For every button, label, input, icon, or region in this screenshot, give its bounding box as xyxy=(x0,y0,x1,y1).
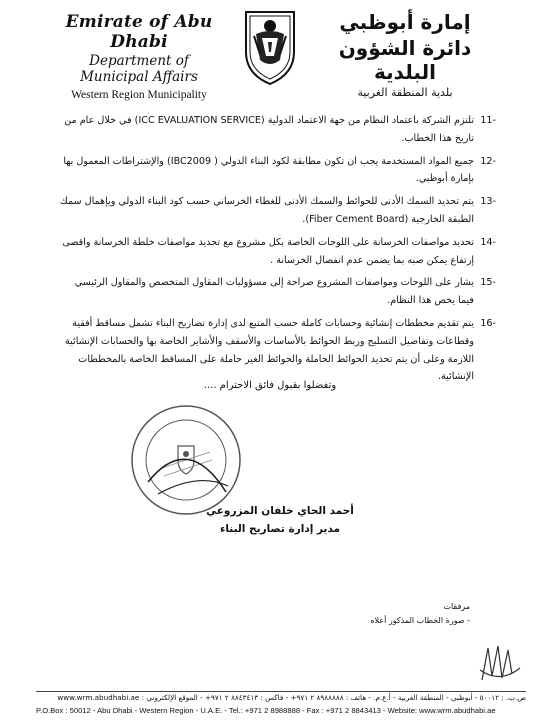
official-stamp-icon xyxy=(128,402,244,518)
item-text: يشار على اللوحات ومواصفات المشروع صراحة إلى مسؤوليات المقاول المتخصص والمقاول الرئيسي فيما يخص هذا النظام. xyxy=(74,277,474,307)
list-item xyxy=(56,274,496,310)
municipality-name-ar: بلدية المنطقة الغربية xyxy=(357,86,453,99)
conditions-list xyxy=(56,112,496,391)
closing-line: وتفضلوا بقبول فائق الاحترام .... xyxy=(203,380,337,391)
item-text: يتم تقديم مخططات إنشائية وحسابات كاملة حسب المتبع لدى إدارة تصاريح البناء تشمل مساقط أفقية وقطاعات وتفاصيل التسليح وربط الحوائط بالأساسات والأسقف والأشاير الخاصة بها والحسابات الإنشائية اللازمة وعلى أن يتم تحديد الحوائط الحاملة والحوائط الغير حاملة على المساقط الخاصة بالمخططات الإنشائية. xyxy=(65,317,474,383)
item-text: تحديد مواصفات الخرسانة على اللوحات الخاصة بكل مشروع مع تحديد مواصفات خلطة الخرسانة واقصى إرتفاع يمكن صبه بما يضمن عدم انفصال الخرسانة . xyxy=(62,236,474,266)
footer-divider xyxy=(36,691,526,692)
item-number: 15- xyxy=(480,277,496,289)
department-name-en: Department of Municipal Affairs xyxy=(80,53,198,85)
item-number: 14- xyxy=(480,236,496,248)
list-item xyxy=(56,234,496,270)
footer-contact-en: P.O.Box : 50012 - Abu Dhabi - Western Region - U.A.E. - Tel.: +971 2 8988888 - Fax : +971 2 8843413 - Website: www.wrm.abudhabi.ae xyxy=(36,706,496,715)
list-item xyxy=(56,153,496,189)
signatory-title: مدير إدارة تصاريح البناء xyxy=(219,523,341,535)
item-number: 11- xyxy=(480,115,496,126)
list-item xyxy=(56,193,496,229)
list-item xyxy=(56,315,496,386)
item-number: 13- xyxy=(480,196,496,208)
municipality-name-en: Western Region Municipality xyxy=(71,89,207,101)
item-number: 12- xyxy=(480,155,496,167)
item-text: تلتزم الشركة باعتماد النظام من جهة الاعتماد الدولية (ICC EVALUATION SERVICE) في خلال عام من تاريخ هذا الخطاب. xyxy=(64,115,474,144)
list-item xyxy=(56,112,496,148)
english-letterhead xyxy=(64,12,214,101)
handwritten-initials-icon xyxy=(478,640,524,686)
item-number: 16- xyxy=(480,317,496,329)
item-text: جميع المواد المستخدمة يجب ان تكون مطابقة لكود البناء الدولي ( IBC2009) والإشتراطات المعمول بها بإمارة أبوظبي. xyxy=(63,155,474,185)
emirate-name-ar: إمارة أبوظبي xyxy=(339,10,471,34)
attachments-heading: مرفقات xyxy=(443,602,470,611)
signatory-name: أحمد الحاي خلفان المزروعي xyxy=(206,505,354,517)
abu-dhabi-emblem-icon xyxy=(238,8,302,86)
attachment-item: - صورة الخطاب المذكور أعلاه xyxy=(370,616,470,625)
footer-contact-ar: ص.ب. : ٥٠٠١٢ - أبوظبي - المنطقة الغربية - أ.ع.م. - هاتف : ٨٩٨٨٨٨٨ ٢ ٩٧١+ - فاكس : ٨٨٤٣٤١٣ ٢ ٩٧١+ - الموقع الإلكتروني : www.wrm.abudhabi.ae xyxy=(57,693,526,702)
item-text: يتم تحديد السمك الأدنى للحوائط والسمك الأدنى للغطاء الخرساني حسب كود البناء الدولي ويإهمال سمك الطبقة الخارجية (Fiber Cement Board). xyxy=(59,196,474,225)
department-name-ar: دائرة الشؤون البلدية xyxy=(338,36,472,84)
arabic-letterhead xyxy=(330,10,480,99)
emirate-name-en: Emirate of Abu Dhabi xyxy=(65,12,213,52)
